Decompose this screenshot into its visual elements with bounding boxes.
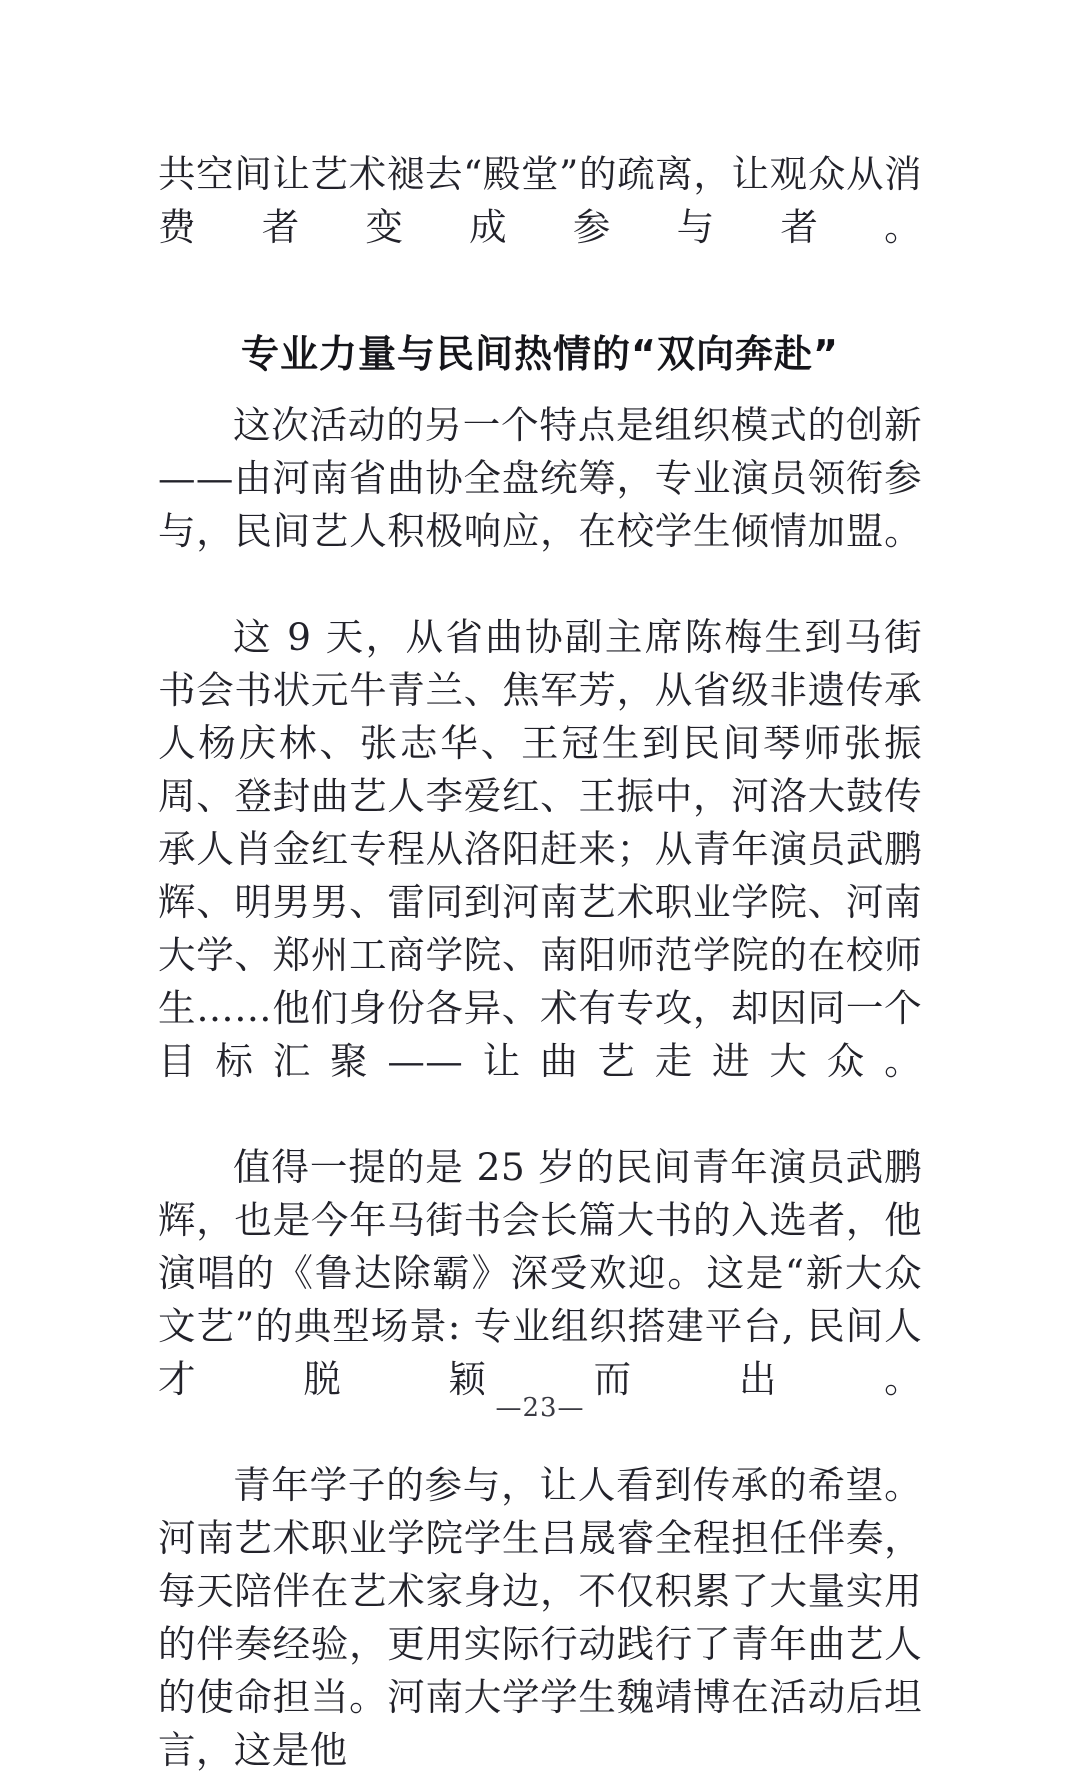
body-paragraph-1: 这次活动的另一个特点是组织模式的创新——由河南省曲协全盘统筹，专业演员领衔参与，民间艺人积极响应，在校学生倾情加盟。 [158,403,922,553]
page-number-folio: —23— [495,1393,585,1423]
body-paragraph-3: 值得一提的是 25 岁的民间青年演员武鹏辉，也是今年马街书会长篇大书的入选者，他演唱的《鲁达除霸》深受欢迎。这是“新大众文艺”的典型场景: 专业组织搭建平台, 民间人才脱颖而出。 [158,1145,922,1401]
text-column [158,148,922,1777]
body-paragraph-2: 这 9 天，从省曲协副主席陈梅生到马街书会书状元牛青兰、焦军芳，从省级非遗传承人杨庆林、张志华、王冠生到民间琴师张振周、登封曲艺人李爱红、王振中，河洛大鼓传承人肖金红专程从洛阳赶来；从青年演员武鹏辉、明男男、雷同到河南艺术职业学院、河南大学、郑州工商学院、南阳师范学院的在校师生……他们身份各异、术有专攻，却因同一个目标汇聚——让曲艺走进大众。 [158,615,922,1083]
paragraph-continued-from-previous-page: 共空间让艺术褪去“殿堂”的疏离，让观众从消费者变成参与者。 [158,152,922,249]
body-paragraph-4: 青年学子的参与，让人看到传承的希望。河南艺术职业学院学生吕晟睿全程担任伴奏，每天陪伴在艺术家身边，不仅积累了大量实用的伴奏经验，更用实际行动践行了青年曲艺人的使命担当。河南大学学生魏靖博在活动后坦言，这是他 [158,1463,922,1772]
section-heading: 专业力量与民间热情的“双向奔赴” [241,332,839,376]
